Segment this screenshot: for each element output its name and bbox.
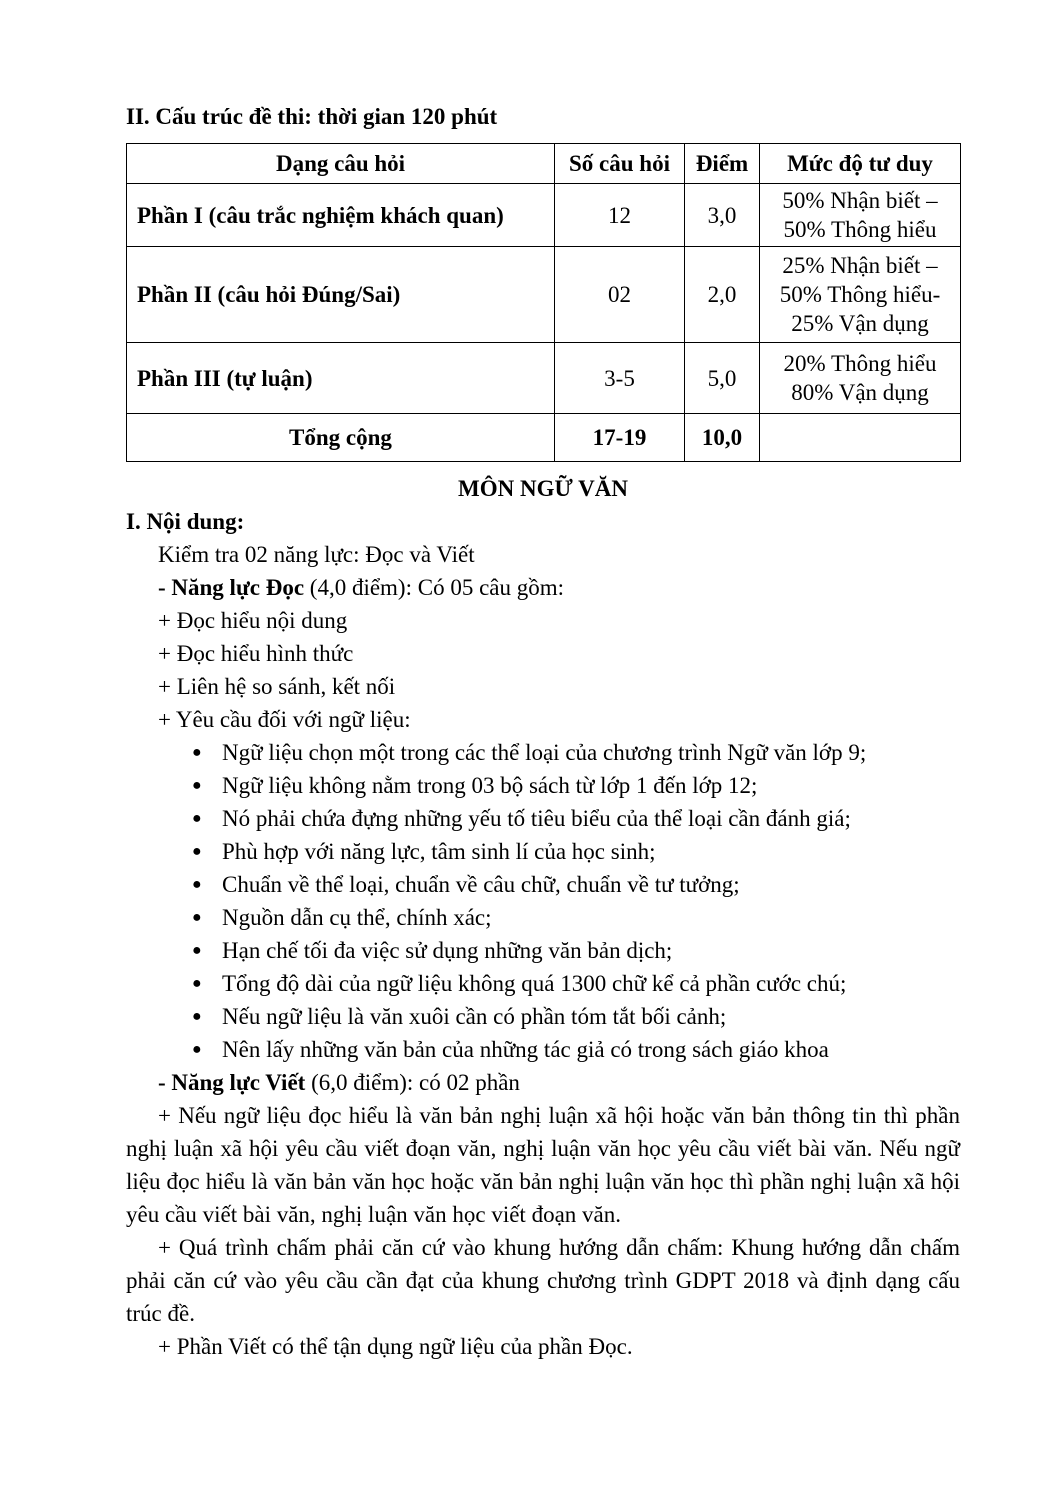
document-page [126,100,960,1363]
reading-item: + Đọc hiểu nội dung [158,608,348,633]
table-row [127,247,961,343]
bullet-icon: ● [192,744,202,761]
row-points: 5,0 [685,343,760,414]
total-count: 17-19 [555,414,685,462]
bullet-icon: ● [192,1041,202,1058]
header-points: Điểm [685,144,760,184]
writing-detail: (6,0 điểm): có 02 phần [305,1070,520,1095]
writing-label: - Năng lực Viết [158,1070,306,1095]
writing-paragraph: + Nếu ngữ liệu đọc hiểu là văn bản nghị luận xã hội hoặc văn bản thông tin thì phần nghị luận xã hội yêu cầu viết đoạn văn, nghị luận văn học yêu cầu viết bài văn. Nếu ngữ liệu đọc hiểu là văn bản văn học hoặc văn bản nghị luận văn học thì phần nghị luận xã hội yêu cầu viết bài văn, nghị luận văn học viết đoạn văn. [126,1103,960,1227]
row-count: 02 [555,247,685,343]
row-points: 3,0 [685,184,760,247]
bullet-icon: ● [192,810,202,827]
list-item [126,967,960,1000]
level-line: 80% Vận dụng [791,380,929,405]
list-item-text: Nó phải chứa đựng những yếu tố tiêu biểu của thể loại cần đánh giá; [222,806,851,831]
table-header-row [127,144,961,184]
table-row [127,343,961,414]
list-item [126,802,960,835]
header-question-type: Dạng câu hỏi [127,144,555,184]
level-line: 50% Nhận biết – [782,188,938,213]
list-item-text: Tổng độ dài của ngữ liệu không quá 1300 chữ kể cả phần cước chú; [222,971,847,996]
list-item [126,736,960,769]
total-level-empty [760,414,961,462]
list-item [126,835,960,868]
level-line: 50% Thông hiểu- [779,282,941,307]
writing-paragraph: + Quá trình chấm phải căn cứ vào khung hướng dẫn chấm: Khung hướng dẫn chấm phải căn cứ vào yêu cầu cần đạt của khung chương trình GDPT 2018 và định dạng cấu trúc đề. [126,1235,960,1326]
intro-line: Kiểm tra 02 năng lực: Đọc và Viết [158,542,475,567]
header-question-count: Số câu hỏi [555,144,685,184]
list-item-text: Ngữ liệu chọn một trong các thể loại của chương trình Ngữ văn lớp 9; [222,740,867,765]
level-line: 20% Thông hiểu [783,351,937,376]
reading-item: + Yêu cầu đối với ngữ liệu: [158,707,411,732]
row-count: 12 [555,184,685,247]
table-total-row [127,414,961,462]
reading-heading [126,571,960,604]
list-item-text: Hạn chế tối đa việc sử dụng những văn bản dịch; [222,938,673,963]
level-line: 50% Thông hiểu [783,217,937,242]
list-item-text: Phù hợp với năng lực, tâm sinh lí của học sinh; [222,839,656,864]
writing-paragraph: + Phần Viết có thể tận dụng ngữ liệu của phần Đọc. [158,1334,633,1359]
list-item [126,1033,960,1066]
list-item [126,1000,960,1033]
subject-title: MÔN NGỮ VĂN [458,476,628,501]
bullet-icon: ● [192,942,202,959]
reading-detail: (4,0 điểm): Có 05 câu gồm: [304,575,565,600]
list-item [126,868,960,901]
list-item-text: Nên lấy những văn bản của những tác giả có trong sách giáo khoa [222,1037,829,1062]
reading-item: + Liên hệ so sánh, kết nối [158,674,396,699]
list-item [126,934,960,967]
header-thinking-level: Mức độ tư duy [760,144,961,184]
total-label: Tổng cộng [127,414,555,462]
bullet-icon: ● [192,777,202,794]
row-level [760,247,961,343]
row-level [760,184,961,247]
corpus-requirements-list [126,736,960,1066]
section-ii-heading: II. Cấu trúc đề thi: thời gian 120 phút [126,104,498,129]
bullet-icon: ● [192,909,202,926]
total-points: 10,0 [685,414,760,462]
content-heading-text: I. Nội dung: [126,509,245,534]
content-heading [126,505,960,538]
list-item-text: Nếu ngữ liệu là văn xuôi cần có phần tóm tắt bối cảnh; [222,1004,727,1029]
writing-heading [126,1066,960,1099]
bullet-icon: ● [192,843,202,860]
list-item [126,901,960,934]
bullet-icon: ● [192,975,202,992]
row-points: 2,0 [685,247,760,343]
bullet-icon: ● [192,876,202,893]
list-item [126,769,960,802]
reading-item: + Đọc hiểu hình thức [158,641,354,666]
list-item-text: Nguồn dẫn cụ thể, chính xác; [222,905,492,930]
level-line: 25% Nhận biết – [782,253,938,278]
exam-structure-table [126,143,961,462]
row-type: Phần III (tự luận) [127,343,555,414]
row-type: Phần I (câu trắc nghiệm khách quan) [127,184,555,247]
bullet-icon: ● [192,1008,202,1025]
level-line: 25% Vận dụng [791,311,929,336]
row-level [760,343,961,414]
reading-label: - Năng lực Đọc [158,575,305,600]
list-item-text: Ngữ liệu không nằm trong 03 bộ sách từ lớp 1 đến lớp 12; [222,773,758,798]
list-item-text: Chuẩn về thể loại, chuẩn về câu chữ, chuẩn về tư tưởng; [222,872,740,897]
table-row [127,184,961,247]
row-count: 3-5 [555,343,685,414]
row-type: Phần II (câu hỏi Đúng/Sai) [127,247,555,343]
